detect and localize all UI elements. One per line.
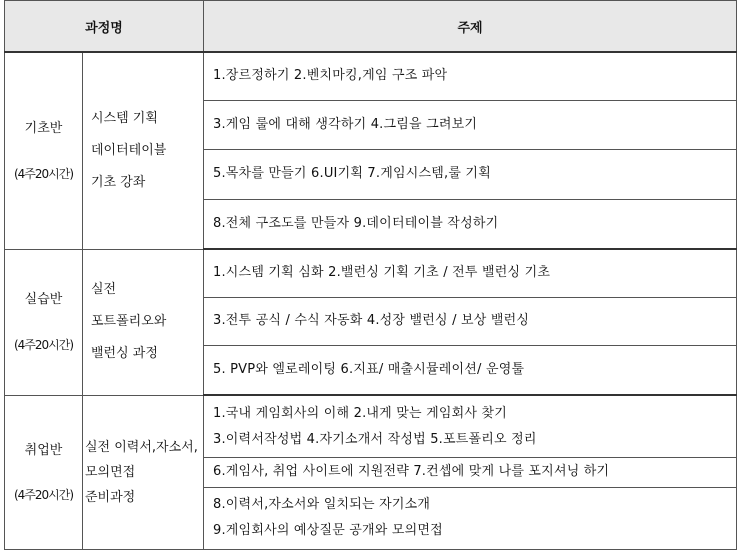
course-name-line: 실전 이력서,자소서, [85,439,198,455]
topic-cell [204,100,737,149]
topic-line: 6.게임사, 취업 사이트에 지원전략 7.컨셉에 맞게 나를 포지셔닝 하기 [213,464,610,480]
header-course: 과정명 [5,1,204,53]
course-label: 취업반 [24,442,63,458]
course-name-line: 실전 [91,282,117,298]
topic-line: 3.전투 공식 / 수식 자동화 4.성장 밸런싱 / 보상 밸런싱 [213,313,530,329]
topic-line: 5.목차를 만들기 6.UI기획 7.게임시스템,룰 기획 [213,166,491,182]
table-row [5,52,737,100]
topic-cell [204,199,737,249]
course-cell-practice [5,249,83,395]
topic-line: 9.게임회사의 예상질문 공개와 모의면접 [213,523,443,539]
course-label: 실습반 [24,292,63,308]
topic-line: 3.게임 룰에 대해 생각하기 4.그림을 그려보기 [213,116,478,132]
topic-line: 5. PVP와 엘로레이팅 6.지표/ 매출시뮬레이션/ 운영툴 [213,362,525,378]
course-duration: (4주20시간) [13,488,74,503]
course-name-line: 밸런싱 과정 [91,346,158,362]
topic-cell [204,395,737,457]
topic-cell [204,345,737,395]
course-name-line: 준비과정 [85,489,136,505]
topic-line: 3.이력서작성법 4.자기소개서 작성법 5.포트폴리오 정리 [213,431,537,447]
course-name-line: 포트폴리오와 [91,314,167,330]
course-name-line: 시스템 기획 [91,110,158,126]
course-cell-career [5,395,83,549]
course-name-line: 데이터테이블 [91,142,167,158]
table-row [5,395,737,457]
topic-line: 1.장르정하기 2.벤치마킹,게임 구조 파악 [213,68,448,84]
topic-cell [204,487,737,549]
topic-line: 8.전체 구조도를 만들자 9.데이터테이블 작성하기 [213,215,499,231]
course-name-line: 모의면접 [85,464,136,480]
course-label: 기초반 [24,120,63,136]
topic-line: 8.이력서,자소서와 일치되는 자기소개 [213,497,431,513]
topic-cell [204,52,737,100]
topic-cell [204,149,737,199]
course-cell-basic [5,52,83,249]
course-duration: (4주20시간) [13,337,74,352]
table-row [5,249,737,297]
topic-line: 1.시스템 기획 심화 2.밸런싱 기획 기초 / 전투 밸런싱 기초 [213,265,551,281]
header-topic: 주제 [204,1,737,53]
course-name-cell [83,249,204,395]
header-row [5,1,737,53]
course-name-cell [83,395,204,549]
topic-line: 1.국내 게임회사의 이해 2.내게 맞는 게임회사 찾기 [213,405,508,421]
topic-cell [204,249,737,297]
course-name-cell [83,52,204,249]
topic-cell [204,297,737,345]
course-duration: (4주20시간) [13,166,74,181]
course-name-line: 기초 강좌 [91,174,146,190]
curriculum-table [4,0,737,550]
topic-cell [204,457,737,487]
